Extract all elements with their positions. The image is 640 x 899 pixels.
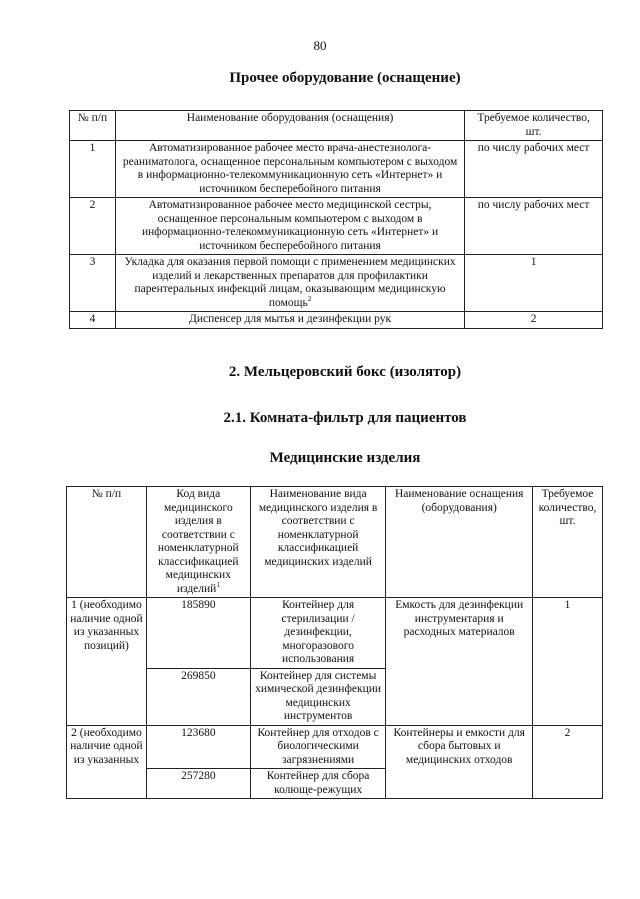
row-qty: по числу рабочих мест — [465, 198, 603, 255]
header-name: Наименование оборудования (оснащения) — [115, 111, 464, 141]
row-name: Автоматизированное рабочее место врача-анестезиолога-реаниматолога, оснащенное персональным компьютером с выходом в информационно-телекоммуникационную сеть «Интернет» и источником бесперебойного питания — [115, 141, 464, 198]
row-name: Диспенсер для мытья и дезинфекции рук — [115, 312, 464, 329]
header-num: № п/п — [67, 487, 147, 598]
row-name: Автоматизированное рабочее место медицинской сестры, оснащенное персональным компьютером с выходом в информационно-телекоммуникационную сеть «Интернет» и источником бесперебойного питания — [115, 198, 464, 255]
group-qty: 1 — [533, 598, 603, 726]
row-qty: по числу рабочих мест — [465, 141, 603, 198]
header-code — [146, 487, 250, 598]
device-name: Контейнер для стерилизации /дезинфекции, многоразового использования — [250, 598, 386, 669]
section-title-other-equipment: Прочее оборудование (оснащение) — [229, 70, 461, 86]
table-row — [70, 141, 603, 198]
group-num: 1 (необходимо наличие одной из указанных позиций) — [67, 598, 147, 726]
group-equipment: Емкость для дезинфекции инструментария и расходных материалов — [386, 598, 533, 726]
header-num: № п/п — [70, 111, 116, 141]
group-equipment: Контейнеры и емкости для сбора бытовых и медицинских отходов — [386, 725, 533, 799]
table-row — [70, 312, 603, 329]
table-header-row — [70, 111, 603, 141]
table-row — [70, 198, 603, 255]
row-name-text: Укладка для оказания первой помощи с применением медицинских изделий и лекарственных препаратов для профилактики парентеральных инфекций лицам, оказывающим медицинскую помощь — [124, 256, 456, 309]
table-row — [67, 725, 603, 769]
table-header-row — [67, 487, 603, 598]
header-equipment: Наименование оснащения (оборудования) — [386, 487, 533, 598]
row-num: 3 — [70, 255, 116, 312]
device-name: Контейнер для системы химической дезинфекции медицинских инструментов — [250, 668, 386, 725]
footnote-mark: 1 — [216, 580, 220, 589]
group-num: 2 (необходимо наличие одной из указанных — [67, 725, 147, 799]
header-code-text: Код вида медицинского изделия в соответствии с номенклатурной классификацией медицинских изделий — [157, 488, 239, 595]
section-title-filter-room: 2.1. Комната-фильтр для пациентов — [223, 410, 467, 426]
device-code: 269850 — [146, 668, 250, 725]
other-equipment-table — [69, 110, 603, 329]
device-code: 185890 — [146, 598, 250, 669]
device-name: Контейнер для отходов с биологическими загрязнениями — [250, 725, 386, 769]
device-code: 257280 — [146, 769, 250, 799]
row-num: 4 — [70, 312, 116, 329]
section-title-medical-devices: Медицинские изделия — [269, 450, 421, 466]
row-qty: 2 — [465, 312, 603, 329]
row-num: 2 — [70, 198, 116, 255]
group-qty: 2 — [533, 725, 603, 799]
header-device-name: Наименование вида медицинского изделия в соответствии с номенклатурной классификацией медицинских изделий — [250, 487, 386, 598]
row-name — [115, 255, 464, 312]
table-row — [67, 598, 603, 669]
section-title-meltzer-box: 2. Мельцеровский бокс (изолятор) — [228, 364, 462, 380]
device-name: Контейнер для сбора колюще-режущих — [250, 769, 386, 799]
row-qty: 1 — [465, 255, 603, 312]
device-code: 123680 — [146, 725, 250, 769]
header-qty: Требуемое количество, шт. — [533, 487, 603, 598]
page-number: 80 — [313, 38, 327, 53]
row-num: 1 — [70, 141, 116, 198]
table-row — [70, 255, 603, 312]
header-qty: Требуемое количество, шт. — [465, 111, 603, 141]
footnote-mark: 2 — [307, 294, 312, 303]
medical-devices-table — [66, 486, 603, 799]
